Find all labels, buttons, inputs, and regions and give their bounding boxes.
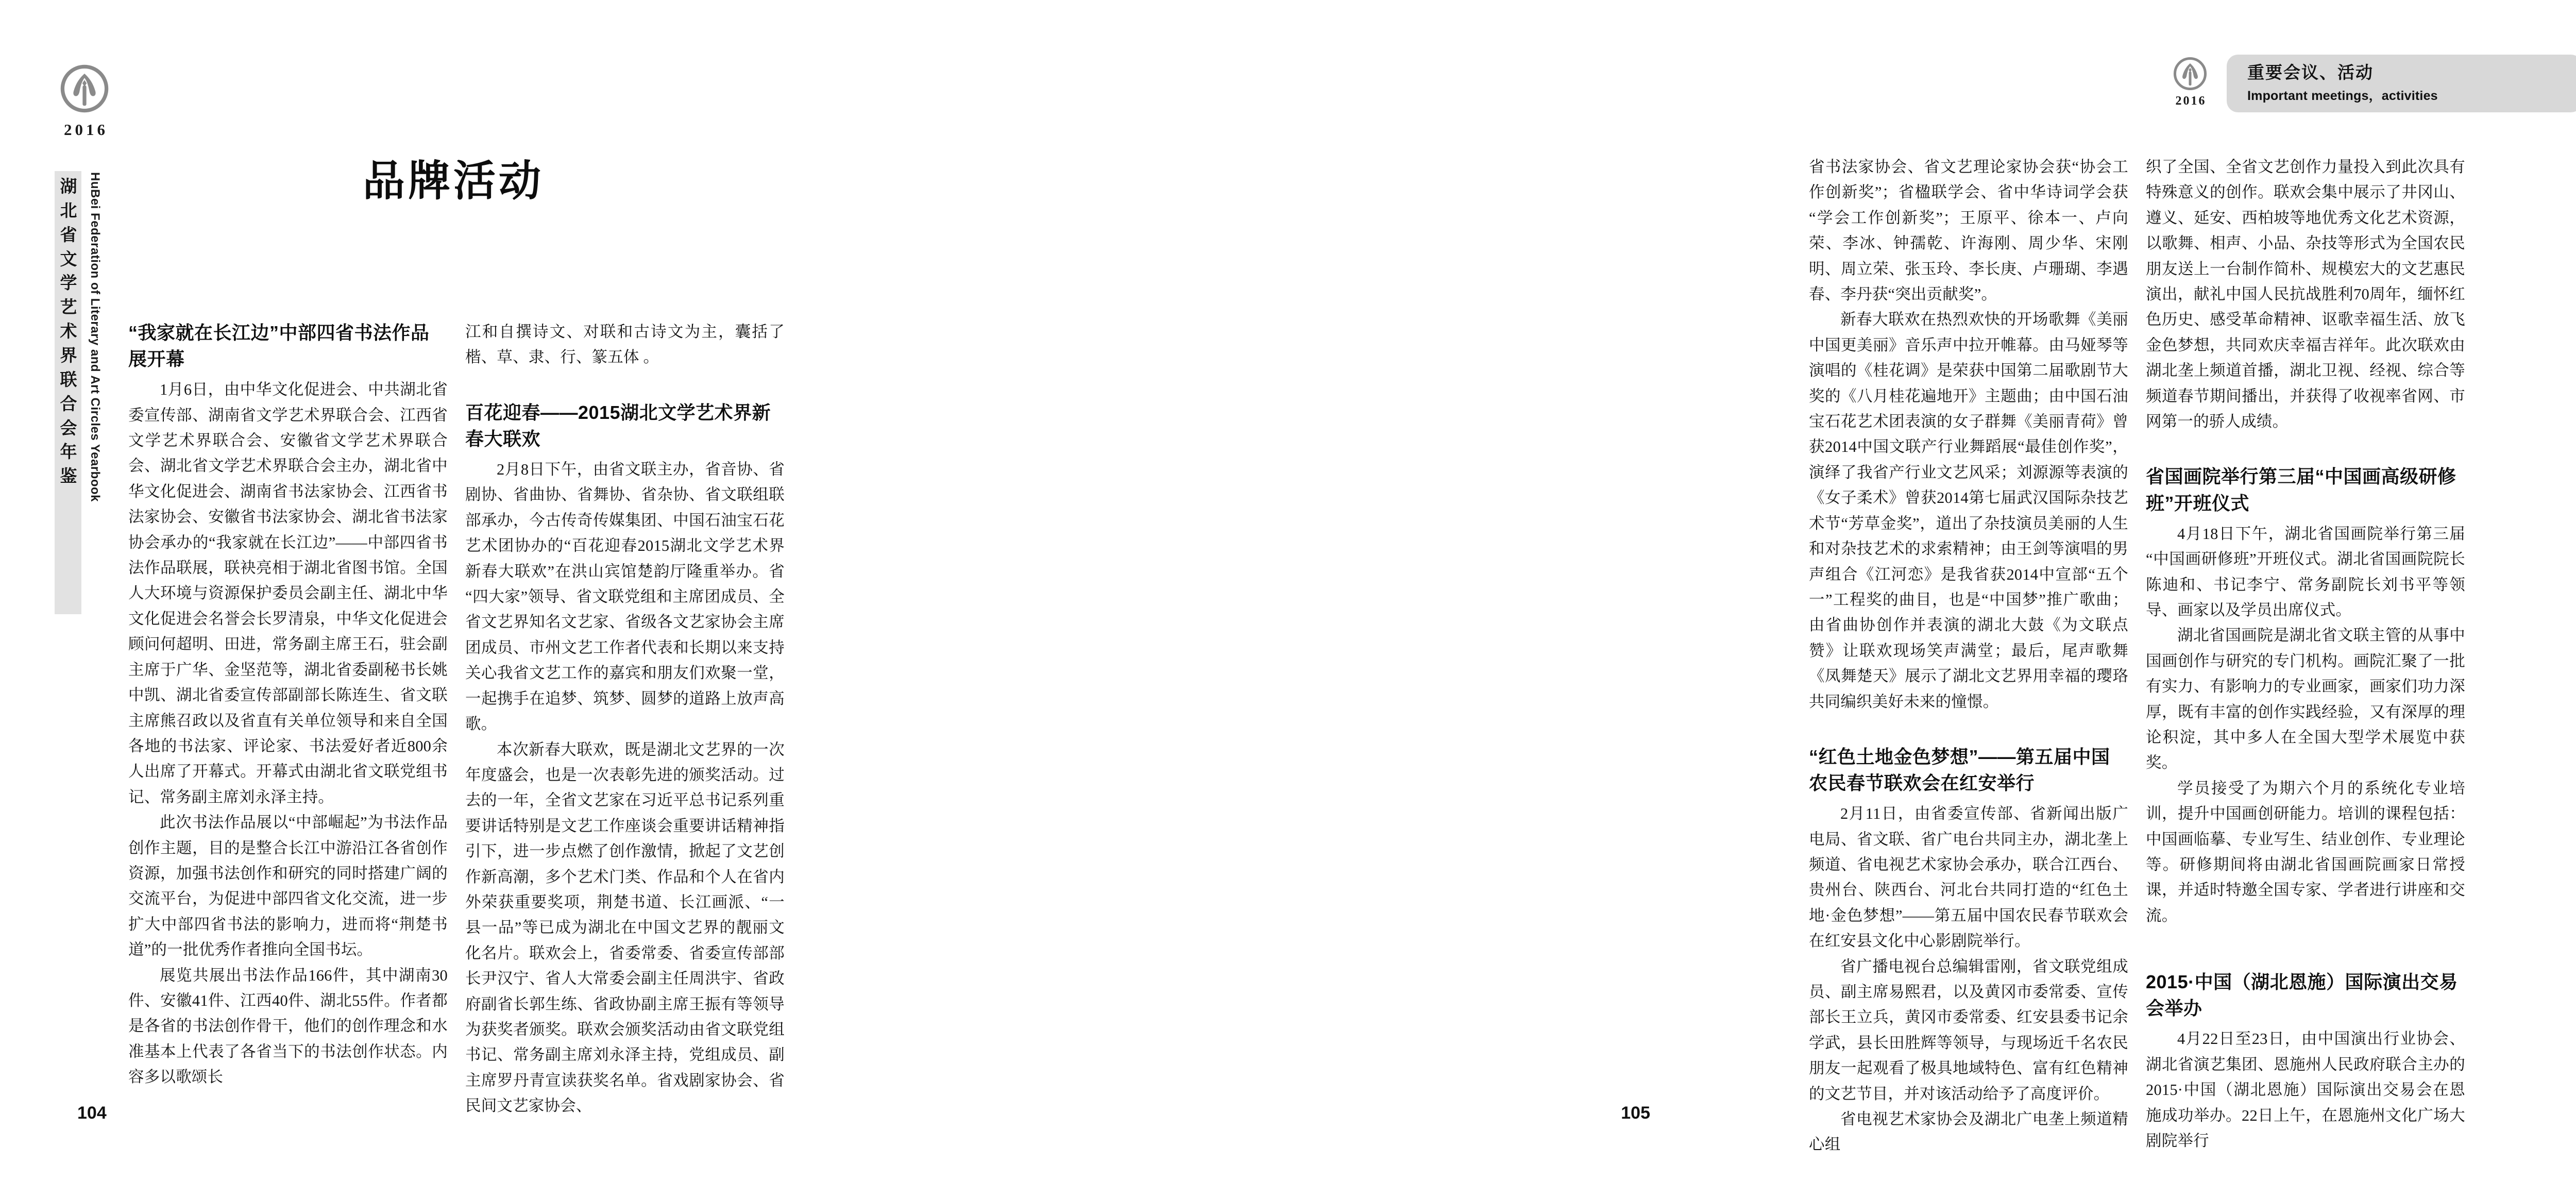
brand-logo-block	[50, 62, 118, 139]
paragraph-continuation: 江和自撰诗文、对联和古诗文为主，囊括了楷、草、隶、行、篆五体 。	[465, 323, 785, 366]
paragraph-continuation: 织了全国、全省文艺创作力量投入到此次具有特殊意义的创作。联欢会集中展示了井冈山、遵义、延安、西柏坡等地优秀文化艺术资源，以歌舞、相声、小品、杂技等形式为全国农民朋友送上一台制作简朴、规模宏大的文艺惠民演出，献礼中国人民抗战胜利70周年，缅怀红色历史、感受革命精神、讴歌幸福生活、放飞金色梦想，共同欢庆幸福吉祥年。此次联欢由湖北垄上频道首播，湖北卫视、经视、综合等频道春节期间播出，并获得了收视率省网、市网第一的骄人成绩。	[2146, 158, 2465, 431]
section-title-en: Important meetings，activities	[2247, 88, 2438, 103]
paragraph: 展览共展出书法作品166件，其中湖南30件、安徽41件、江西40件、湖北55件。作者都是各省的书法创作骨干，他们的创作理念和水准基本上代表了各省当下的书法创作状态。内容多以歌颂长	[128, 966, 448, 1086]
right-page	[865, 0, 2465, 1181]
paragraph: 学员接受了为期六个月的系统化专业培训，提升中国画创研能力。培训的课程包括：中国画临摹、专业写生、结业创作、专业理论等。研修期间将由湖北省国画院画家日常授课，并适时特邀全国专家、学者进行讲座和交流。	[2146, 779, 2465, 924]
paragraph: 新春大联欢在热烈欢快的开场歌舞《美丽中国更美丽》音乐声中拉开帷幕。由马娅琴等演唱的《桂花调》是荣获中国第二届歌剧节大奖的《八月桂花遍地开》主题曲；由中国石油宝石花艺术团表演的女子群舞《美丽青荷》曾获2014中国文联产行业舞蹈展“最佳创作奖”，演绎了我省产行业文艺风采；刘源源等表演的《女子柔术》曾获2014第七届武汉国际杂技艺术节“芳草金奖”，道出了杂技演员美丽的人生和对杂技艺术的求索精神；由王剑等演唱的男声组合《江河恋》是我省获2014中宣部“五个一”工程奖的曲目，也是“中国梦”推广歌曲；由省曲协创作并表演的湖北大鼓《为文联点赞》让联欢现场笑声满堂；最后，尾声歌舞《凤舞楚天》展示了湖北文艺界用幸福的璎珞共同编织美好未来的憧憬。	[1809, 311, 2128, 711]
paragraph-continuation: 省书法家协会、省文艺理论家协会获“协会工作创新奖”；省楹联学会、省中华诗词学会获“学会工作创新奖”；王原平、徐本一、卢向荣、李冰、钟孺乾、许海刚、周少华、宋刚明、周立荣、张玉玲、李长庚、卢珊瑚、李遇春、李丹获“突出贡献奖”。	[1809, 158, 2128, 303]
text-column-3	[1809, 155, 2128, 1158]
brand-year: 2016	[64, 121, 108, 139]
header-logo-block	[2167, 55, 2213, 108]
text-column-4	[2146, 155, 2465, 1154]
page-number-left: 104	[77, 1103, 107, 1123]
paragraph: 省电视艺术家协会及湖北广电垄上频道精心组	[1809, 1110, 2128, 1154]
article-heading-3: “红色土地金色梦想”——第五届中国农民春节联欢会在红安举行	[1809, 746, 2110, 794]
section-title-cn: 重要会议、活动	[2247, 63, 2374, 82]
paragraph: 省广播电视台总编辑雷刚，省文联党组成员、副主席易熙君，以及黄冈市委常委、宣传部长王立兵，黄冈市委常委、红安县委书记余学武，县长田胜辉等领导，与现场近千名农民朋友一起观看了极具地域特色、富有红色精神的文艺节目，并对该活动给予了高度评价。	[1809, 957, 2128, 1103]
article-heading-4: 省国画院举行第三届“中国画高级研修班”开班仪式	[2146, 466, 2456, 514]
paragraph: 4月22日至23日，由中国演出行业协会、湖北省演艺集团、恩施州人民政府联合主办的2015·中国（湖北恩施）国际演出交易会在恩施成功举办。22日上午，在恩施州文化广场大剧院举行	[2146, 1030, 2465, 1150]
article-heading-2: 百花迎春——2015湖北文学艺术界新春大联欢	[465, 401, 771, 449]
section-header-pill	[2227, 55, 2576, 112]
paragraph: 湖北省国画院是湖北省文联主管的从事中国画创作与研究的专门机构。画院汇聚了一批有实力、有影响力的专业画家，画家们功力深厚，既有丰富的创作实践经验，又有深厚的理论积淀，其中多人在全国大型学术展览中获奖。	[2146, 627, 2465, 772]
paragraph: 1月6日，由中华文化促进会、中共湖北省委宣传部、湖南省文学艺术界联合会、江西省文学艺术界联合会、安徽省文学艺术界联合会、湖北省文学艺术界联合会主办，湖北省中华文化促进会、湖南省书法家协会、江西省书法家协会、安徽省书法家协会、湖北省书法家协会承办的“我家就在长江边”——中部四省书法作品联展，联袂亮相于湖北省图书馆。全国人大环境与资源保护委员会副主任、湖北中华文化促进会名誉会长罗清泉，中华文化促进会顾问何超明、田进，常务副主席王石，驻会副主席于广华、金坚范等，湖北省委副秘书长姚中凯、湖北省委宣传部副部长陈连生、省文联主席熊召政以及省直有关单位领导和来自全国各地的书法家、评论家、书法爱好者近800余人出席了开幕式。开幕式由湖北省文联党组书记、常务副主席刘永泽主持。	[128, 381, 448, 806]
federation-emblem-icon	[58, 62, 111, 115]
article-heading-1: “我家就在长江边”中部四省书法作品展开幕	[128, 322, 430, 370]
section-header	[2167, 49, 2576, 117]
text-column-2	[465, 319, 785, 1119]
article-heading-5: 2015·中国（湖北恩施）国际演出交易会举办	[2146, 971, 2458, 1019]
brand-rail	[43, 62, 131, 1041]
vertical-title-cn: 湖 北 省 文 学 艺 术 界 联 合 会 年 鉴	[60, 178, 77, 486]
paragraph: 此次书法作品展以“中部崛起”为书法作品创作主题，目的是整合长江中游沿江各省创作资源，加强书法创作和研究的同时搭建广阔的交流平台，为促进中部四省文化交流，进一步扩大中部四省书法的影响力，进而将“荆楚书道”的一批优秀作者推向全国书坛。	[128, 814, 448, 959]
header-year: 2016	[2175, 94, 2207, 108]
vertical-title-en: HuBei Federation of Literary and Art Circles Yearbook	[88, 172, 102, 502]
paragraph: 本次新春大联欢，既是湖北文艺界的一次年度盛会，也是一次表彰先进的颁奖活动。过去的一年，全省文艺家在习近平总书记系列重要讲话特别是文艺工作座谈会重要讲话精神指引下，进一步点燃了创作激情，掀起了文艺创作新高潮，多个艺术门类、作品和个人在省内外荣获重要奖项，荆楚书道、长江画派、“一县一品”等已成为湖北在中国文艺界的靓丽文化名片。联欢会上，省委常委、省委宣传部部长尹汉宁、省人大常委会副主任周洪宇、省政府副省长郭生练、省政协副主席王振有等领导为获奖者颁奖。联欢会颁奖活动由省文联党组书记、常务副主席刘永泽主持，党组成员、副主席罗丹青宣读获奖名单。省戏剧家协会、省民间文艺家协会、	[465, 740, 785, 1115]
left-page	[0, 0, 864, 1181]
page-number-right: 105	[1621, 1103, 1650, 1123]
page-title: 品牌活动	[362, 158, 544, 205]
paragraph: 4月18日下午，湖北省国画院举行第三届“中国画研修班”开班仪式。湖北省国画院院长陈迪和、书记李宁、常务副院长刘书平等领导、画家以及学员出席仪式。	[2146, 525, 2465, 619]
paragraph: 2月11日，由省委宣传部、省新闻出版广电局、省文联、省广电台共同主办，湖北垄上频道、省电视艺术家协会承办，联合江西台、贵州台、陕西台、河北台共同打造的“红色土地·金色梦想”——第五届中国农民春节联欢会在红安县文化中心影剧院举行。	[1809, 805, 2128, 950]
paragraph: 2月8日下午，由省文联主办，省音协、省剧协、省曲协、省舞协、省杂协、省文联组联部承办，今古传奇传媒集团、中国石油宝石花艺术团协办的“百花迎春2015湖北文学艺术界新春大联欢”在洪山宾馆楚韵厅隆重举办。省“四大家”领导、省文联党组和主席团成员、全省文艺界知名文艺家、省级各文艺家协会主席团成员、市州文艺工作者代表和长期以来支持关心我省文艺工作的嘉宾和朋友们欢聚一堂，一起携手在追梦、筑梦、圆梦的道路上放声高歌。	[465, 461, 785, 733]
text-column-1	[128, 319, 448, 1090]
federation-emblem-icon	[2172, 55, 2209, 92]
